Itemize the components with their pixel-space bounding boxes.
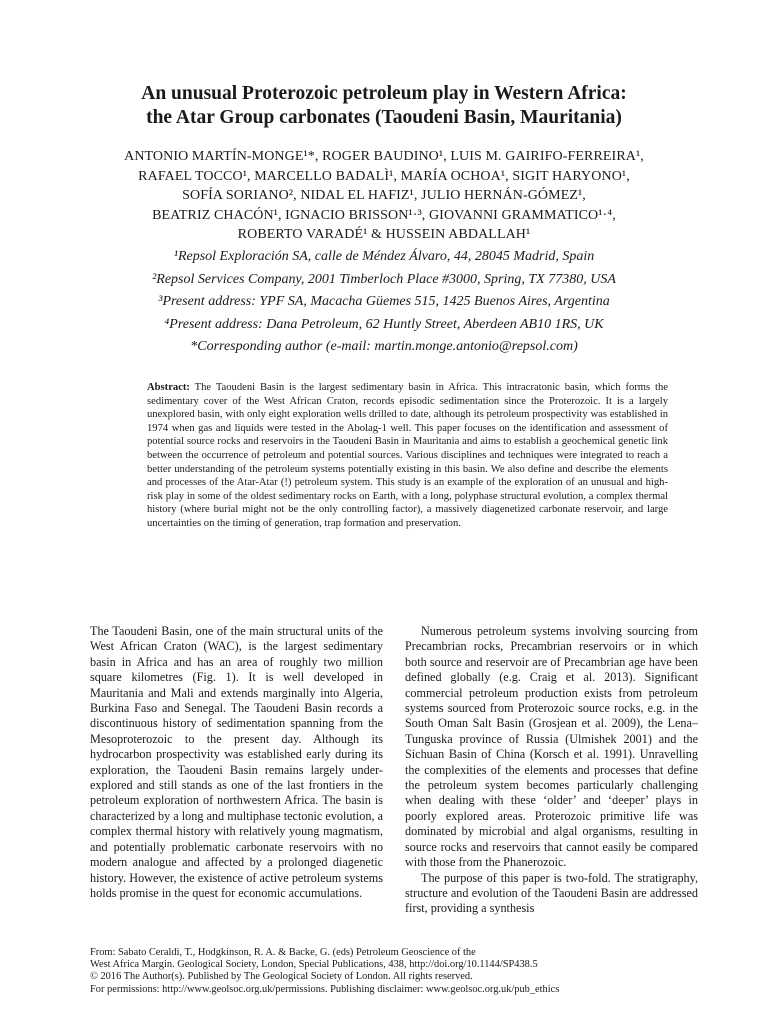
body-paragraph: The purpose of this paper is two-fold. The stratigraphy, structure and evolution of the Taoudeni Basin are addressed first, providing a synthesis: [405, 870, 698, 916]
author-line: ROBERTO VARADÉ¹ & HUSSEIN ABDALLAH¹: [237, 227, 531, 242]
title-line-1: An unusual Proterozoic petroleum play in Western Africa:: [141, 83, 627, 104]
footer-permissions: For permissions: http://www.geolsoc.org.uk/permissions. Publishing disclaimer: www.geolsoc.org.uk/pub_ethics: [90, 983, 560, 995]
footer-source: From: Sabato Ceraldi, T., Hodgkinson, R. A. & Backe, G. (eds) Petroleum Geoscience of the: [90, 947, 476, 958]
author-line: SOFÍA SORIANO², NIDAL EL HAFIZ¹, JULIO HERNÁN-GÓMEZ¹,: [182, 188, 586, 203]
author-line: RAFAEL TOCCO¹, MARCELLO BADALÌ¹, MARÍA OCHOA¹, SIGIT HARYONO¹,: [138, 168, 630, 184]
author-line: BEATRIZ CHACÓN¹, IGNACIO BRISSON¹·³, GIOVANNI GRAMMATICO¹·⁴,: [152, 207, 616, 223]
affiliation-line: ²Repsol Services Company, 2001 Timberloch Place #3000, Spring, TX 77380, USA: [152, 271, 616, 287]
publication-footer: [90, 947, 710, 996]
affiliation-list: [50, 246, 718, 359]
footer-series: West Africa Margin. Geological Society, London, Special Publications, 438, http://doi.org/10.1144/SP438.5: [90, 959, 538, 971]
body-column-right: [405, 624, 698, 917]
paper-title: [60, 82, 708, 130]
body-column-left: The Taoudeni Basin, one of the main structural units of the West African Craton (WAC), is the largest sedimentary basin in Africa and has an area of roughly two million square kilometres (Fig. 1). It is well developed in Mauritania and Mali and extends marginally into Algeria, Burkina Faso and Senegal. The Taoudeni Basin records a discontinuous history of sedimentation spanning from the Mesoproterozoic to the present day. Although its hydrocarbon prospectivity was established early during its exploration, the Taoudeni Basin remains largely under-explored and still stands as one of the last frontiers in the petroleum exploration of northwestern Africa. The basin is characterized by a long and multiphase tectonic evolution, a complex thermal history with relatively young magmatism, and potentially problematic carbonate reservoirs with no modern analogue and affected by a prolonged diagenetic history. However, the existence of active petroleum systems holds promise in the quest for economic accumulations.: [90, 624, 383, 900]
corresponding-author: *Corresponding author (e-mail: martin.monge.antonio@repsol.com): [190, 339, 578, 355]
author-line: ANTONIO MARTÍN-MONGE¹*, ROGER BAUDINO¹, LUIS M. GAIRIFO-FERREIRA¹,: [124, 149, 644, 164]
author-list: [50, 147, 718, 245]
affiliation-line: ⁴Present address: Dana Petroleum, 62 Huntly Street, Aberdeen AB10 1RS, UK: [164, 316, 604, 332]
body-paragraph: Numerous petroleum systems involving sourcing from Precambrian rocks, Precambrian reservoirs or in which both source and reservoir are of Precambrian age have been defined globally (e.g. Craig et al. 2013). Significant commercial petroleum production exists from petroleum systems sourced from Proterozoic source rocks, e.g. in the South Oman Salt Basin (Grosjean et al. 2009), the Lena–Tunguska province of Russia (Ulmishek 2001) and the Sichuan Basin of China (Korsch et al. 1991). Unravelling the complexities of the elements and processes that define the petroleum system becomes particularly challenging when dealing with these ‘older’ and ‘deeper’ plays in poorly explored areas. Proterozoic primitive life was dominated by microbial and algal organisms, resulting in source rocks and reservoirs that cannot easily be compared with those from the Phanerozoic.: [405, 624, 698, 870]
footer-copyright: © 2016 The Author(s). Published by The Geological Society of London. All rights reserved.: [90, 971, 473, 983]
title-line-2: the Atar Group carbonates (Taoudeni Basin, Mauritania): [146, 107, 622, 128]
affiliation-line: ¹Repsol Exploración SA, calle de Méndez Álvaro, 44, 28045 Madrid, Spain: [173, 249, 595, 264]
abstract: [147, 381, 668, 531]
abstract-label: Abstract:: [147, 382, 190, 393]
abstract-text: The Taoudeni Basin is the largest sedimentary basin in Africa. This intracratonic basin, which forms the sedimentary cover of the West African Craton, records episodic sedimentation since the Proterozoic. It is a largely unexplored basin, with only eight exploration wells drilled to date, although its petroleum prospectivity was established in 1974 when gas and liquids were tested in the Abolag-1 well. This paper focuses on the identification and assessment of potential source rocks and reservoirs in the Taoudeni Basin in Mauritania and aims to establish a geochemical genetic link between the occurrence of petroleum and potential sources. Various disciplines and techniques were integrated to reach a better understanding of the petroleum systems potentially existing in this basin. We also define and describe the elements and processes of the Atar-Atar (!) petroleum system. This study is an example of the exploration of an unusual and high-risk play in some of the oldest sedimentary rocks on Earth, with a long, polyphase structural evolution, a complex thermal history (where burial might not be the only controlling factor), a massively diagenetized carbonate reservoir, and large uncertainties on the timing of generation, trap formation and preservation.: [147, 382, 668, 529]
affiliation-line: ³Present address: YPF SA, Macacha Güemes 515, 1425 Buenos Aires, Argentina: [158, 294, 610, 310]
